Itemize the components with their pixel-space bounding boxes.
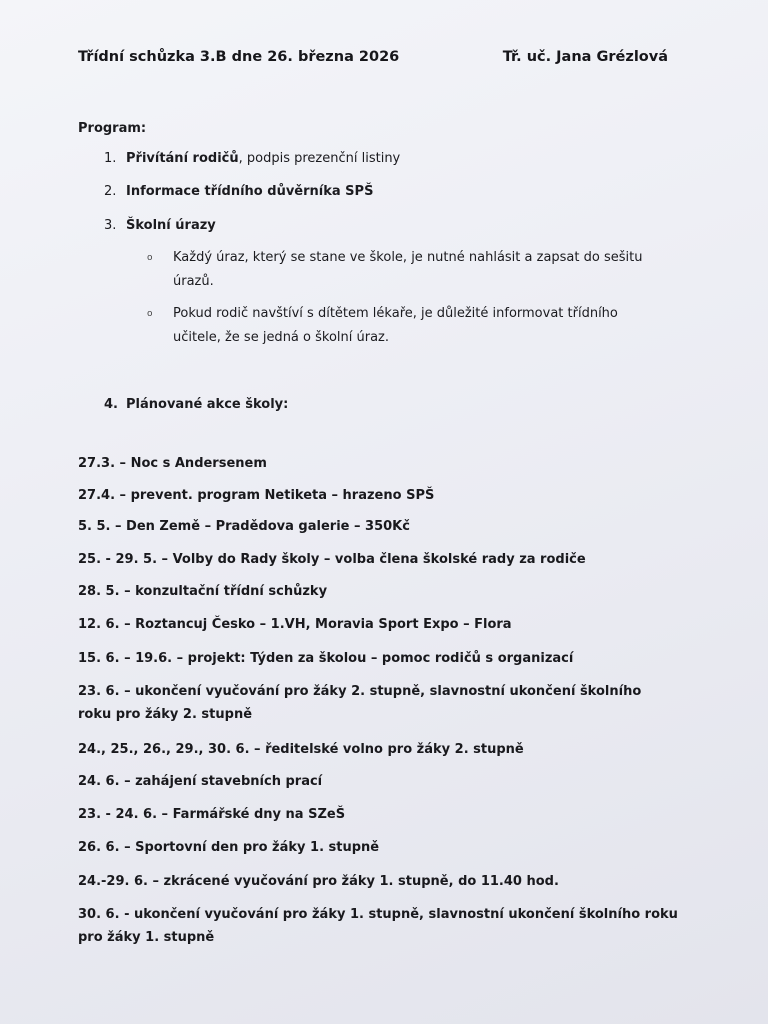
teacher-name: Tř. uč. Jana Grézlová (502, 49, 668, 65)
event-item: 30. 6. - ukončení vyučování pro žáky 1. stupně, slavnostní ukončení školního roku pro žáky 1. stupně (78, 907, 678, 945)
item-number: 4. (104, 397, 118, 412)
circle-bullet-icon: o (147, 309, 153, 319)
bullet-item-2 (147, 302, 667, 350)
planned-events-title: Plánované akce školy: (126, 397, 289, 412)
document-header (78, 49, 668, 65)
event-item: 26. 6. – Sportovní den pro žáky 1. stupně (78, 840, 380, 855)
item-bold-text: Informace třídního důvěrníka SPŠ (126, 184, 374, 199)
event-item: 27.3. – Noc s Andersenem (78, 456, 267, 471)
meeting-title: Třídní schůzka 3.B dne 26. března 2026 (78, 49, 400, 65)
item-number: 3. (104, 218, 117, 233)
item-bold-text: Školní úrazy (126, 218, 216, 233)
event-item: 24., 25., 26., 29., 30. 6. – ředitelské volno pro žáky 2. stupně (78, 742, 524, 757)
event-item: 24.-29. 6. – zkrácené vyučování pro žáky 1. stupně, do 11.40 hod. (78, 874, 559, 889)
bullet-text: Pokud rodič navštíví s dítětem lékaře, je důležité informovat třídního učitele, že se jedná o školní úraz. (173, 306, 618, 345)
program-item-3 (104, 218, 216, 233)
program-heading: Program: (78, 121, 147, 136)
planned-events-heading (104, 397, 288, 412)
event-item: 12. 6. – Roztancuj Česko – 1.VH, Moravia Sport Expo – Flora (78, 617, 512, 632)
item-bold-text: Přivítání rodičů (126, 151, 239, 166)
circle-bullet-icon: o (147, 253, 153, 263)
item-text: , podpis prezenční listiny (238, 151, 401, 166)
item-number: 1. (104, 151, 117, 166)
program-item-2 (104, 184, 373, 199)
bullet-item-1 (147, 246, 667, 294)
event-item: 24. 6. – zahájení stavebních prací (78, 774, 323, 789)
event-item: 25. - 29. 5. – Volby do Rady školy – volba člena školské rady za rodiče (78, 552, 586, 567)
event-item: 5. 5. – Den Země – Pradědova galerie – 350Kč (78, 519, 410, 534)
bullet-text: Každý úraz, který se stane ve škole, je nutné nahlásit a zapsat do sešitu úrazů. (173, 250, 643, 289)
event-item: 23. - 24. 6. – Farmářské dny na SZeŠ (78, 807, 346, 822)
event-item: 27.4. – prevent. program Netiketa – hrazeno SPŠ (78, 488, 435, 503)
event-item: 23. 6. – ukončení vyučování pro žáky 2. stupně, slavnostní ukončení školního roku pro žáky 2. stupně (78, 684, 642, 722)
item-number: 2. (104, 184, 117, 199)
program-item-1 (104, 151, 400, 166)
event-item: 15. 6. – 19.6. – projekt: Týden za školou – pomoc rodičů s organizací (78, 651, 574, 666)
event-item: 28. 5. – konzultační třídní schůzky (78, 584, 328, 599)
